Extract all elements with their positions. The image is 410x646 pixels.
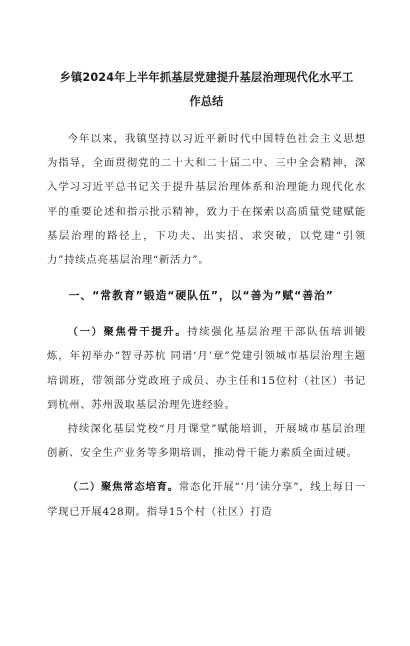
section-heading-1: 一、“常教育”锻造“硬队伍”，以“善为”赋“善治”: [68, 289, 334, 303]
subsection-2-lead: （二）聚焦常态培育。: [67, 481, 179, 494]
subsection-1-paragraph-2: 持续深化基层党校“月月课堂”赋能培训，开展城市基层治理创新、安全生产业务等多期培训，推动骨干能力素质全面过硬。: [47, 423, 366, 460]
subsection-1-lead: （一）聚焦骨干提升。: [67, 326, 188, 339]
intro-paragraph: 今年以来，我镇坚持以习近平新时代中国特色社会主义思想为指导，全面贯彻党的二十大和二十届二中、三中全会精神，深入学习习近平总书记关于提升基层治理体系和治理能力现代化水平的重要论述和指示批示精神，致力于在探索以高质量党建赋能基层治理的路径上，下功夫、出实招、求突破，以党建“引领力”持续点亮基层治理“新活力”。: [47, 133, 366, 267]
document-page: [0, 66, 410, 646]
subsection-2-body: 常态化开展“‘月’读分享”，线上每日一学现已开展428期。指导15个村（社区）打造: [47, 481, 366, 518]
subsection-2-paragraph: [47, 475, 366, 523]
document-title: [47, 66, 366, 114]
title-line-2: 作总结: [189, 95, 224, 108]
subsection-1-paragraph: [47, 320, 366, 417]
subsection-1-body: 持续强化基层治理干部队伍培训锻炼，年初举办“智寻苏杭 同谱‘月’章”党建引领城市基层治理主题培训班，带领部分党政班子成员、办主任和15位村（社区）书记到杭州、苏州汲取基层治理先进经验。: [47, 326, 367, 411]
title-line-1: 乡镇2024年上半年抓基层党建提升基层治理现代化水平工: [59, 71, 354, 84]
